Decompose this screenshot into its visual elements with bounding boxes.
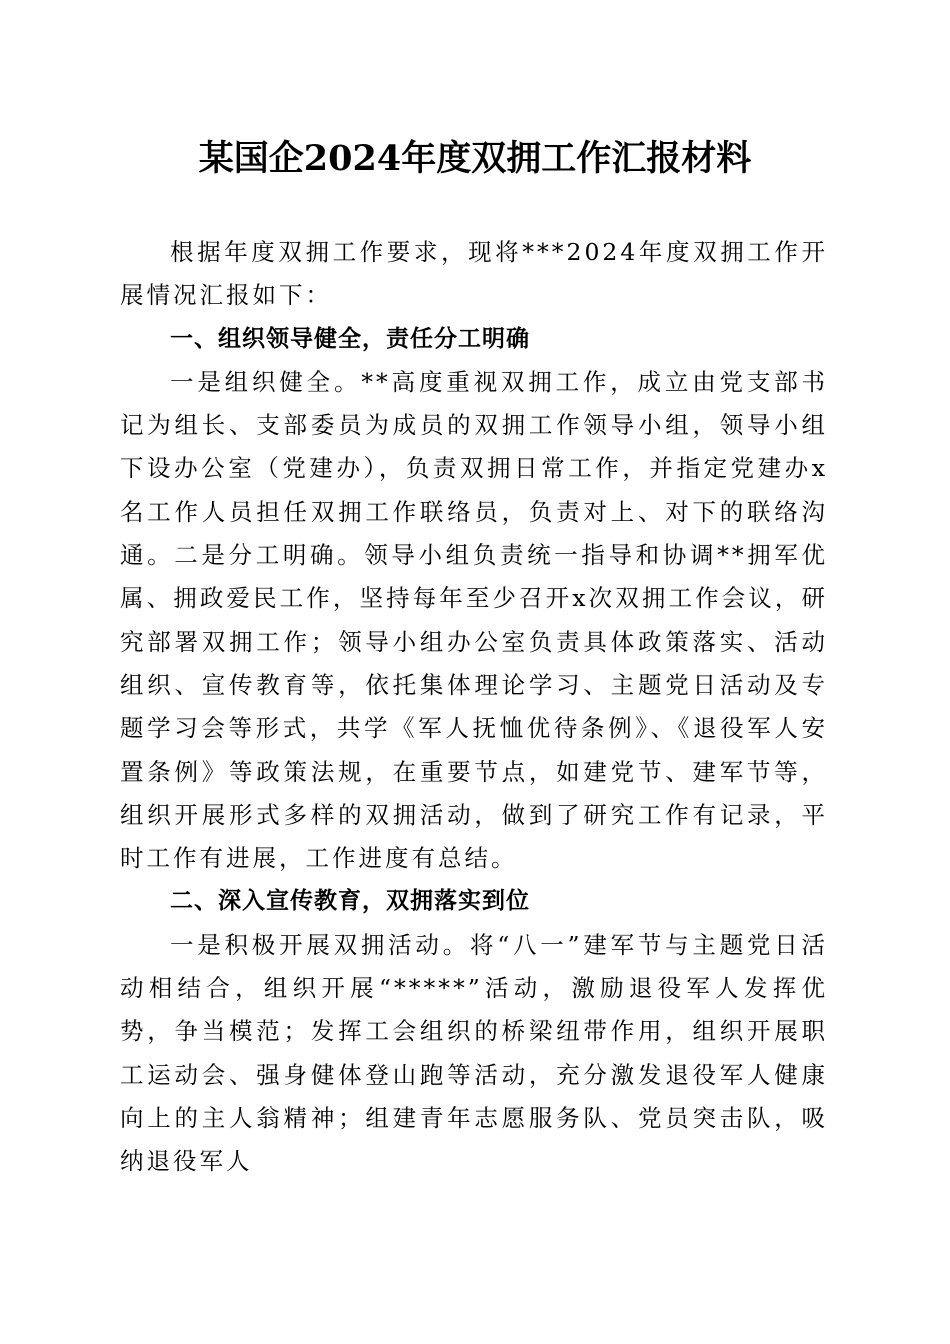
section-2-lead: 一是积极开展双拥活动。 bbox=[170, 930, 470, 959]
section-2-heading: 二、深入宣传教育，双拥落实到位 bbox=[170, 888, 530, 915]
section-2-paragraph bbox=[120, 924, 828, 1184]
section-2-text: 将“八一”建军节与主题党日活动相结合，组织开展“*****”活动，激励退役军人发挥优势，争当模范；发挥工会组织的桥梁纽带作用，组织开展职工运动会、强身健体登山跑等活动，充分激发退役军人健康向上的主人翁精神；组建青年志愿服务队、党员突击队，吸纳退役军人 bbox=[120, 930, 829, 1176]
section-1-paragraph bbox=[120, 361, 828, 881]
document-body bbox=[120, 231, 828, 1184]
section-1-text: **高度重视双拥工作，成立由党支部书记为组长、支部委员为成员的双拥工作领导小组，领导小组下设办公室（党建办），负责双拥日常工作，并指定党建办x名工作人员担任双拥工作联络员，负责对上、对下的联络沟通。二是分工明确。领导小组负责统一指导和协调**拥军优属、拥政爱民工作，坚持每年至少召开x次双拥工作会议，研究部署双拥工作；领导小组办公室负责具体政策落实、活动组织、宣传教育等，依托集体理论学习、主题党日活动及专题学习会等形式，共学《军人抚恤优待条例》、《退役军人安置条例》等政策法规，在重要节点，如建党节、建军节等，组织开展形式多样的双拥活动，做到了研究工作有记录，平时工作有进展，工作进度有总结。 bbox=[120, 367, 829, 873]
section-1-lead: 一是组织健全。 bbox=[170, 367, 362, 396]
intro-paragraph: 根据年度双拥工作要求，现将***2024年度双拥工作开展情况汇报如下： bbox=[120, 238, 828, 310]
document-title: 某国企2024年度双拥工作汇报材料 bbox=[198, 138, 752, 179]
section-1-heading: 一、组织领导健全，责任分工明确 bbox=[170, 325, 530, 352]
